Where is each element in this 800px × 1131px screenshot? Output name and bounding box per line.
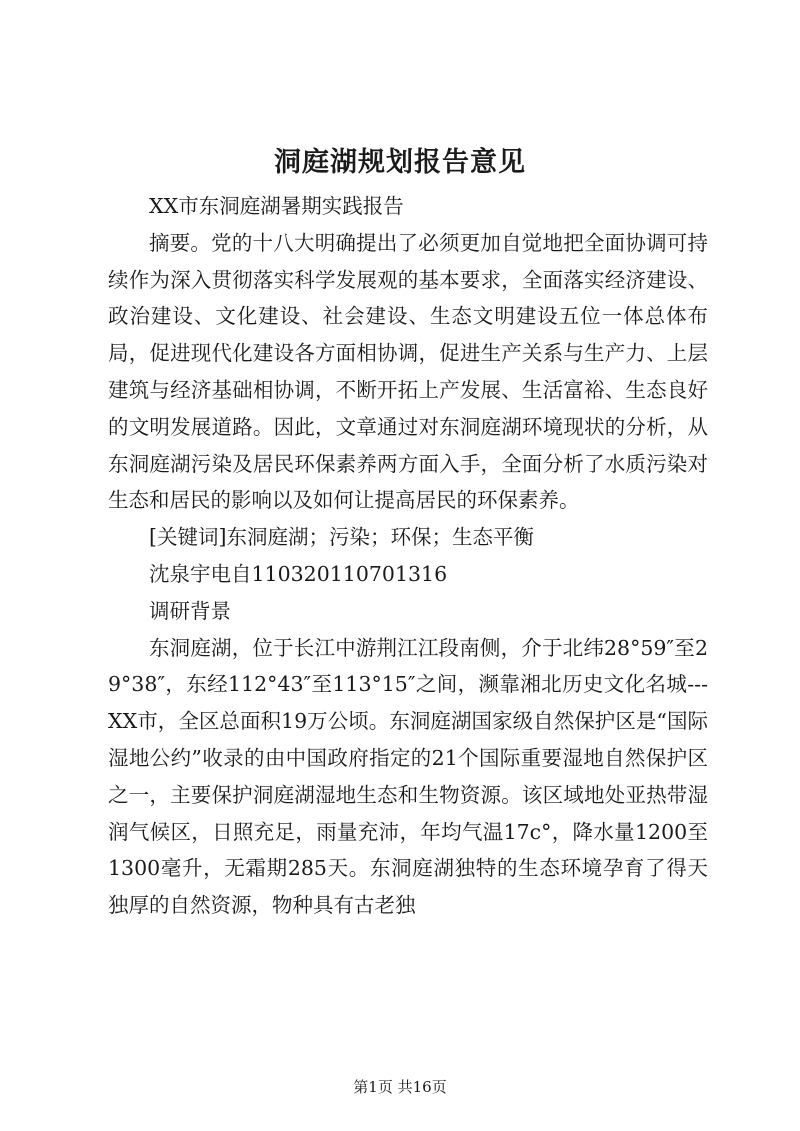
background-paragraph: 东洞庭湖，位于长江中游荆江江段南侧，介于北纬28°59″至29°38″，东经112°43″至113°15″之间，濒靠湘北历史文化名城---XX市，全区总面积19万公顷。东洞庭湖国家级自然保护区是“国际湿地公约”收录的由中国政府指定的21个国际重要湿地自然保护区之一，主要保护洞庭湖湿地生态和生物资源。该区域地处亚热带湿润气候区，日照充足，雨量充沛，年均气温17c°，降水量1200至1300毫升，无霜期285天。东洞庭湖独特的生态环境孕育了得天独厚的自然资源，物种具有古老独 (108, 635, 708, 918)
abstract-paragraph: 摘要。党的十八大明确提出了必须更加自觉地把全面协调可持续作为深入贯彻落实科学发展观的基本要求，全面落实经济建设、政治建设、文化建设、社会建设、生态文明建设五位一体总体布局，促进现代化建设各方面相协调，促进生产关系与生产力、上层建筑与经济基础相协调，不断开拓上产发展、生活富裕、生态良好的文明发展道路。因此，文章通过对东洞庭湖环境现状的分析，从东洞庭湖污染及居民环保素养两方面入手，全面分析了水质污染对生态和居民的影响以及如何让提高居民的环保素养。 (108, 230, 708, 513)
author-paragraph: 沈泉宇电自110320110701316 (149, 561, 448, 586)
document-body (108, 188, 708, 924)
document-title: 洞庭湖规划报告意见 (274, 147, 526, 178)
page-number-footer: 第1页 共16页 (353, 1078, 447, 1096)
section-heading-paragraph: 调研背景 (149, 598, 231, 623)
keywords-paragraph: [关键词]东洞庭湖；污染；环保；生态平衡 (149, 525, 534, 550)
report-subtitle-paragraph: XX市东洞庭湖暑期实践报告 (149, 194, 404, 218)
